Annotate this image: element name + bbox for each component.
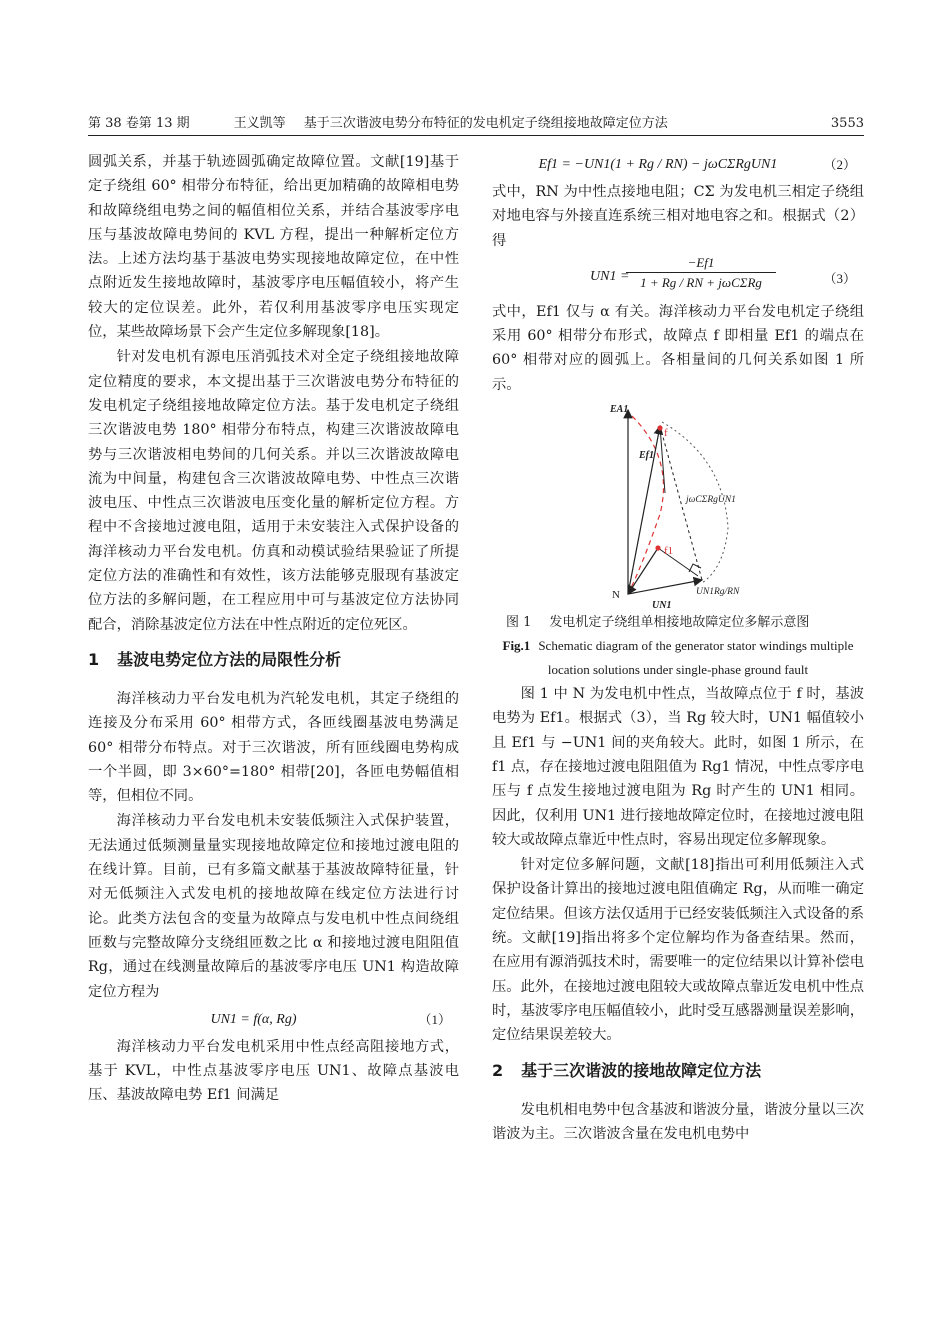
- equation-number: （1）: [418, 1011, 451, 1027]
- section-number: 2: [492, 1060, 504, 1080]
- label-ea1: EA1: [610, 404, 629, 416]
- paragraph: 发电机相电势中包含基波和谐波分量，谐波分量以三次谐波为主。三次谐波含量在发电机电势中: [492, 1101, 864, 1142]
- left-column: [88, 150, 459, 1304]
- section-title: 基于三次谐波的接地故障定位方法: [521, 1060, 762, 1080]
- section-number: 1: [88, 649, 100, 669]
- section-heading: [88, 647, 459, 673]
- label-un1rg: UN1Rg/RN: [696, 587, 740, 598]
- equation-1: [88, 1005, 459, 1035]
- label-f1: f1: [664, 545, 674, 558]
- figure-number-en: Fig.1: [502, 638, 531, 654]
- fraction-numerator: −Ef1: [626, 254, 776, 273]
- label-ef1: Ef1: [639, 450, 654, 462]
- header-center: [190, 112, 831, 131]
- journal-volume: 第 38 卷第 13 期: [88, 116, 190, 131]
- figure-caption-text: 发电机定子绕组单相接地故障定位多解示意图: [549, 615, 810, 631]
- paragraph: 式中，Ef1 仅与 α 有关。海洋核动力平台发电机定子绕组采用 60° 相带分布形式，故障点 f 即相量 Ef1 的端点在 60° 相带对应的圆弧上。各相量间的几何关系如图 1 所示。: [492, 303, 864, 393]
- label-f: f: [664, 427, 668, 440]
- label-jw: jωCΣRgUN1: [686, 495, 736, 506]
- paragraph: 海洋核动力平台发电机采用中性点经高阻接地方式，基于 KVL，中性点基波零序电压 UN1、故障点基波电压、基波故障电势 Ef1 间满足: [88, 1038, 459, 1104]
- figure-caption-en: [492, 634, 864, 682]
- equation-lhs: UN1 =: [590, 268, 630, 284]
- equation-number: （3）: [823, 270, 856, 286]
- paragraph: 针对发电机有源电压消弧技术对全定子绕组接地故障定位精度的要求，本文提出基于三次谐波电势分布特征的发电机定子绕组接地故障定位方法。基于发电机定子绕组三次谐波电势 180° 相带分布特点，构建三次谐波故障电势与三次谐波相电势间的几何关系。并以三次谐波故障电流为中间量，构建包含三次谐波故障电势、中性点三次谐波电压、中性点三次谐波电压变化量的解析定位方程。方程中不含接地过渡电阻，适用于未安装注入式保护设备的海洋核动力平台发电机。仿真和动模试验结果验证了所提定位方法的准确性和有效性，该方法能够克服现有基波定位方法的多解问题，在工程应用中可与基波定位方法协同配合，消除基波定位方法在中性点附近的定位死区。: [88, 349, 459, 633]
- section-title: 基波电势定位方法的局限性分析: [117, 649, 342, 669]
- figure-1: [492, 398, 864, 610]
- equation-body: Ef1 = −UN1(1 + Rg / RN) − jωCΣRgUN1: [538, 157, 778, 172]
- page-number: 3553: [830, 116, 864, 131]
- figure-caption-zh: [492, 612, 864, 634]
- equation-number: （2）: [823, 157, 856, 172]
- paragraph: 式中，RN 为中性点接地电阻；CΣ 为发电机三相定子绕组对地电容与外接直连系统三相对地电容之和。根据式（2）得: [492, 184, 864, 249]
- paragraph: 针对定位多解问题，文献[18]指出可利用低频注入式保护设备计算出的接地过渡电阻值确定 Rg，从而唯一确定定位结果。但该方法仅适用于已经安装低频注入式设备的系统。文献[19]指出将多个定位解均作为备查结果。然而，在应用有源消弧技术时，需要唯一的定位结果以计算补偿电压。此外，在接地过渡电阻较大或故障点靠近发电机中性点时，基波零序电压幅值较小，此时受互感器测量误差影响，定位结果误差较大。: [492, 857, 864, 1044]
- phasor-diagram: [492, 398, 864, 610]
- label-n: N: [612, 589, 620, 602]
- paragraph: 图 1 中 N 为发电机中性点，当故障点位于 f 时，基波电势为 Ef1。根据式（3），当 Rg 较大时，UN1 幅值较小且 Ef1 与 −UN1 间的夹角较大。此时，如图 1 所示，在 f1 点，存在接地过渡电阻阻值为 Rg1 情况，中性点零序电压与 f 点发生接地过渡电阻为 Rg 时产生的 UN1 相同。因此，仅利用 UN1 进行接地故障定位时，在接地过渡电阻较大或故障点靠近中性点时，容易出现定位多解现象。: [492, 686, 864, 848]
- figure-caption-text-en: Schematic diagram of the generator stator windings multiple location solutions under single-phase ground fault: [538, 638, 854, 678]
- paragraph: 圆弧关系，并基于轨迹圆弧确定故障位置。文献[19]基于定子绕组 60° 相带分布特征，给出更加精确的故障相电势和故障绕组电势之间的幅值相位关系，并结合基波零序电压与基波故障电势间的 KVL 方程，提出一种解析定位方法。上述方法均基于基波电势实现接地故障定位，在中性点附近发生接地故障时，基波零序电压幅值较小，将产生较大的定位误差。此外，若仅利用基波零序电压实现定位，某些故障场景下会产生定位多解现象[18]。: [88, 154, 459, 341]
- header-authors: 王义凯等: [233, 116, 286, 131]
- equation-body: UN1 = f(α, Rg): [210, 1011, 297, 1027]
- paragraph: 海洋核动力平台发电机未安装低频注入式保护装置，无法通过低频测量量实现接地故障定位和接地过渡电阻的在线计算。目前，已有多篇文献基于基波故障特征量，针对无低频注入式发电机的接地故障在线定位方法进行讨论。此类方法包含的变量为故障点与发电机中性点间绕组匝数与完整故障分支绕组匝数之比 α 和接地过渡电阻阻值 Rg，通过在线测量故障后的基波零序电压 UN1 构造故障定位方程为: [88, 813, 459, 1000]
- right-column: [492, 150, 864, 1304]
- paragraph: 海洋核动力平台发电机为汽轮发电机，其定子绕组的连接及分布采用 60° 相带方式，各匝线圈基波电势满足 60° 相带分布特点。对于三次谐波，所有匝线圈电势构成一个半圆，即 3×60°=180° 相带[20]，各匝电势幅值相等，但相位不同。: [88, 690, 459, 805]
- equation-2: [492, 150, 864, 180]
- equation-3: [492, 254, 864, 300]
- header-title: 基于三次谐波电势分布特征的发电机定子绕组接地故障定位方法: [303, 116, 668, 131]
- running-header: [88, 112, 864, 136]
- section-heading: [492, 1058, 864, 1084]
- figure-number: 图 1: [506, 615, 532, 631]
- phasor-un1: [628, 580, 702, 594]
- equation-fraction: [626, 254, 776, 293]
- point-f1: [655, 545, 660, 550]
- label-un1: UN1: [652, 600, 672, 611]
- point-f: [657, 425, 662, 430]
- fraction-denominator: 1 + Rg / RN + jωCΣRg: [640, 274, 762, 290]
